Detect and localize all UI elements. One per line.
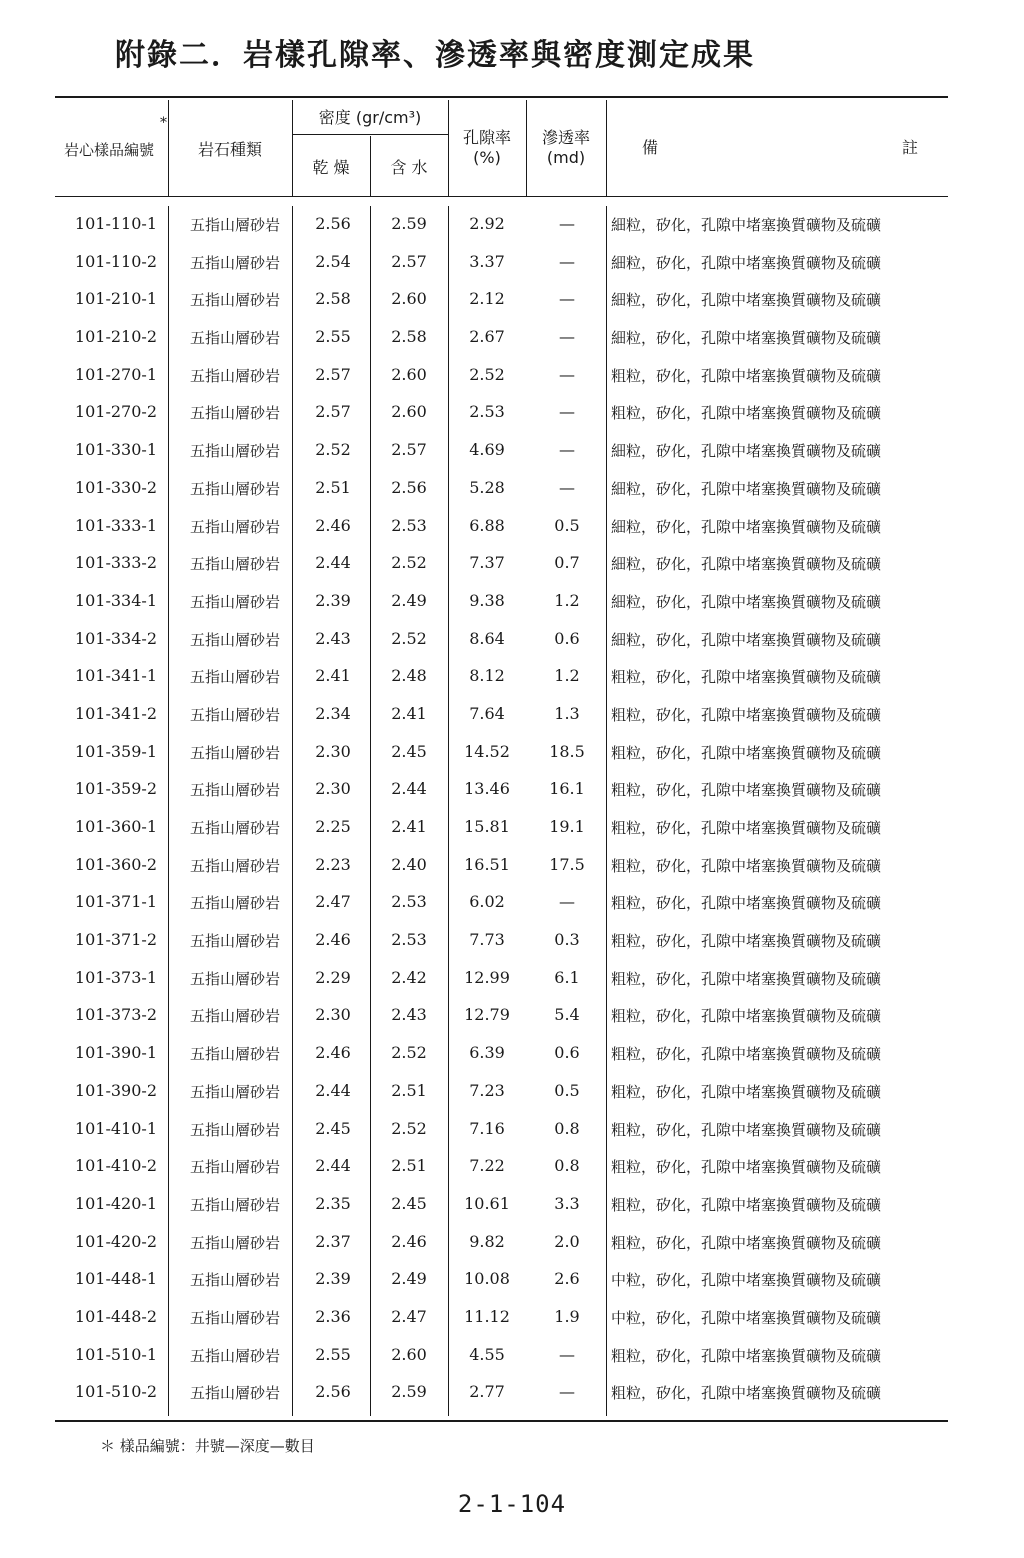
table-row	[55, 432, 948, 470]
cell-sample-id: 101-410-2	[74, 1156, 157, 1176]
cell-porosity: 8.12	[469, 666, 505, 686]
cell-permeability: 2.0	[554, 1231, 580, 1251]
cell-permeability: 0.5	[554, 1080, 580, 1100]
header-wet: 含 水	[390, 158, 428, 177]
cell-sample-id: 101-510-2	[74, 1382, 157, 1402]
table-row	[55, 545, 948, 583]
cell-sample-id: 101-359-1	[74, 741, 157, 761]
cell-permeability: 1.3	[554, 703, 580, 723]
cell-remarks: 細粒，矽化，孔隙中堵塞換質礦物及硫礦	[611, 592, 882, 611]
cell-density-dry: 2.44	[315, 1080, 351, 1100]
cell-permeability: —	[559, 440, 575, 460]
cell-sample-id: 101-333-2	[74, 553, 157, 573]
cell-rock-type: 五指山層砂岩	[189, 442, 280, 461]
cell-remarks: 粗粒，矽化，孔隙中堵塞換質礦物及硫礦	[611, 404, 882, 423]
cell-sample-id: 101-448-1	[74, 1269, 157, 1289]
table-row	[55, 809, 948, 847]
cell-density-wet: 2.57	[391, 440, 427, 460]
cell-density-wet: 2.60	[391, 402, 427, 422]
table-row	[55, 1337, 948, 1375]
cell-porosity: 12.79	[464, 1005, 510, 1025]
cell-rock-type: 五指山層砂岩	[189, 668, 280, 687]
cell-density-dry: 2.54	[315, 251, 351, 271]
cell-rock-type: 五指山層砂岩	[189, 517, 280, 536]
cell-density-dry: 2.25	[315, 817, 351, 836]
cell-remarks: 粗粒，矽化，孔隙中堵塞換質礦物及硫礦	[611, 1233, 882, 1252]
cell-porosity: 11.12	[464, 1306, 510, 1326]
cell-density-wet: 2.53	[391, 515, 427, 535]
cell-porosity: 4.55	[469, 1344, 505, 1364]
cell-porosity: 16.51	[464, 854, 510, 874]
cell-rock-type: 五指山層砂岩	[189, 1384, 280, 1403]
cell-density-dry: 2.55	[315, 327, 351, 347]
cell-remarks: 粗粒，矽化，孔隙中堵塞換質礦物及硫礦	[611, 1120, 882, 1139]
cell-density-dry: 2.44	[315, 1156, 351, 1176]
cell-permeability: —	[559, 477, 575, 497]
cell-sample-id: 101-373-2	[74, 1005, 157, 1025]
cell-density-dry: 2.34	[315, 703, 351, 723]
cell-rock-type: 五指山層砂岩	[189, 781, 280, 800]
table-row	[55, 206, 948, 244]
cell-sample-id: 101-333-1	[74, 515, 157, 535]
cell-density-dry: 2.58	[315, 289, 351, 309]
table-row	[55, 1299, 948, 1337]
cell-rock-type: 五指山層砂岩	[189, 291, 280, 310]
cell-density-wet: 2.57	[391, 251, 427, 271]
cell-porosity: 7.23	[469, 1080, 505, 1100]
cell-density-wet: 2.60	[391, 289, 427, 309]
cell-remarks: 細粒，矽化，孔隙中堵塞換質礦物及硫礦	[611, 216, 882, 234]
table-row	[55, 1261, 948, 1299]
cell-sample-id: 101-341-2	[74, 703, 157, 723]
table-row	[55, 1224, 948, 1262]
cell-sample-id: 101-360-1	[74, 817, 157, 836]
cell-density-dry: 2.30	[315, 741, 351, 761]
table-row	[55, 319, 948, 357]
table-row	[55, 357, 948, 395]
table-row	[55, 960, 948, 998]
cell-sample-id: 101-420-2	[74, 1231, 157, 1251]
cell-remarks: 細粒，矽化，孔隙中堵塞換質礦物及硫礦	[611, 630, 882, 649]
cell-permeability: 5.4	[554, 1005, 580, 1025]
header-permeability-unit: (md)	[546, 148, 586, 167]
header-porosity: 孔隙率	[462, 128, 511, 147]
cell-porosity: 8.64	[469, 628, 505, 648]
cell-porosity: 13.46	[464, 779, 510, 799]
cell-rock-type: 五指山層砂岩	[189, 1271, 280, 1290]
table-row	[55, 470, 948, 508]
cell-density-wet: 2.58	[391, 327, 427, 347]
cell-density-wet: 2.49	[391, 1269, 427, 1289]
cell-density-wet: 2.44	[391, 779, 427, 799]
cell-remarks: 粗粒，矽化，孔隙中堵塞換質礦物及硫礦	[611, 781, 882, 800]
table-row	[55, 771, 948, 809]
cell-permeability: —	[559, 892, 575, 912]
cell-remarks: 粗粒，矽化，孔隙中堵塞換質礦物及硫礦	[611, 1045, 882, 1064]
cell-density-wet: 2.41	[391, 817, 427, 836]
cell-porosity: 3.37	[469, 251, 505, 271]
cell-remarks: 粗粒，矽化，孔隙中堵塞換質礦物及硫礦	[611, 1007, 882, 1026]
cell-density-wet: 2.46	[391, 1231, 427, 1251]
cell-porosity: 2.52	[469, 364, 505, 384]
cell-density-wet: 2.60	[391, 1344, 427, 1364]
cell-rock-type: 五指山層砂岩	[189, 743, 280, 762]
cell-remarks: 中粒，矽化，孔隙中堵塞換質礦物及硫礦	[611, 1271, 882, 1290]
cell-remarks: 粗粒，矽化，孔隙中堵塞換質礦物及硫礦	[611, 1384, 882, 1403]
cell-remarks: 細粒，矽化，孔隙中堵塞換質礦物及硫礦	[611, 479, 882, 498]
table-row	[55, 244, 948, 282]
table-row	[55, 997, 948, 1035]
cell-density-wet: 2.49	[391, 590, 427, 610]
table-row	[55, 1186, 948, 1224]
cell-porosity: 2.77	[469, 1382, 505, 1402]
cell-density-dry: 2.46	[315, 930, 351, 950]
header-remarks-2: 註	[901, 138, 918, 157]
cell-porosity: 10.08	[464, 1269, 510, 1289]
header-rock-type: 岩石種類	[197, 140, 262, 159]
cell-density-wet: 2.42	[391, 967, 427, 987]
cell-rock-type: 五指山層砂岩	[189, 479, 280, 498]
cell-density-wet: 2.52	[391, 1118, 427, 1138]
cell-porosity: 7.64	[469, 703, 505, 723]
cell-density-dry: 2.56	[315, 214, 351, 233]
header-porosity-unit: (%)	[473, 148, 501, 167]
cell-rock-type: 五指山層砂岩	[189, 1082, 280, 1101]
cell-sample-id: 101-341-1	[74, 666, 157, 686]
cell-density-wet: 2.52	[391, 628, 427, 648]
cell-rock-type: 五指山層砂岩	[189, 216, 280, 234]
cell-density-wet: 2.47	[391, 1306, 427, 1326]
cell-density-dry: 2.57	[315, 402, 351, 422]
page-title: 附錄二．岩樣孔隙率、滲透率與密度測定成果	[115, 38, 755, 73]
cell-remarks: 細粒，矽化，孔隙中堵塞換質礦物及硫礦	[611, 329, 882, 348]
cell-sample-id: 101-360-2	[74, 854, 157, 874]
cell-rock-type: 五指山層砂岩	[189, 630, 280, 649]
cell-remarks: 細粒，矽化，孔隙中堵塞換質礦物及硫礦	[611, 253, 882, 272]
cell-permeability: 1.2	[554, 666, 580, 686]
cell-porosity: 6.88	[469, 515, 505, 535]
cell-porosity: 15.81	[464, 817, 510, 836]
cell-density-dry: 2.30	[315, 1005, 351, 1025]
cell-permeability: 0.6	[554, 1043, 580, 1063]
cell-density-dry: 2.37	[315, 1231, 351, 1251]
cell-remarks: 粗粒，矽化，孔隙中堵塞換質礦物及硫礦	[611, 705, 882, 724]
density-subrule	[292, 134, 448, 135]
table-row	[55, 508, 948, 546]
cell-porosity: 6.39	[469, 1043, 505, 1063]
cell-density-dry: 2.44	[315, 553, 351, 573]
table-row	[55, 884, 948, 922]
cell-rock-type: 五指山層砂岩	[189, 969, 280, 988]
cell-rock-type: 五指山層砂岩	[189, 1195, 280, 1214]
cell-rock-type: 五指山層砂岩	[189, 1346, 280, 1365]
cell-permeability: 0.8	[554, 1118, 580, 1138]
cell-permeability: 16.1	[549, 779, 585, 799]
table-body	[55, 206, 948, 1412]
cell-density-dry: 2.29	[315, 967, 351, 987]
cell-density-wet: 2.56	[391, 477, 427, 497]
cell-rock-type: 五指山層砂岩	[189, 894, 280, 913]
cell-remarks: 粗粒，矽化，孔隙中堵塞換質礦物及硫礦	[611, 1158, 882, 1177]
table-row	[55, 1111, 948, 1149]
cell-density-wet: 2.52	[391, 553, 427, 573]
table-bottom-rule	[55, 1420, 948, 1422]
cell-remarks: 粗粒，矽化，孔隙中堵塞換質礦物及硫礦	[611, 366, 882, 385]
table-row	[55, 621, 948, 659]
cell-porosity: 7.22	[469, 1156, 505, 1176]
table-top-rule	[55, 96, 948, 98]
cell-rock-type: 五指山層砂岩	[189, 1308, 280, 1327]
header-density: 密度 (gr/cm³)	[318, 108, 422, 127]
cell-rock-type: 五指山層砂岩	[189, 592, 280, 611]
cell-density-dry: 2.43	[315, 628, 351, 648]
cell-density-wet: 2.60	[391, 364, 427, 384]
sample-id-asterisk: *	[160, 115, 167, 131]
header-divider	[606, 100, 607, 196]
cell-permeability: 6.1	[554, 967, 580, 987]
cell-density-wet: 2.53	[391, 892, 427, 912]
cell-density-dry: 2.55	[315, 1344, 351, 1364]
cell-density-wet: 2.51	[391, 1156, 427, 1176]
cell-sample-id: 101-359-2	[74, 779, 157, 799]
cell-porosity: 14.52	[464, 741, 510, 761]
cell-permeability: 18.5	[549, 741, 585, 761]
cell-permeability: —	[559, 289, 575, 309]
table-row	[55, 1148, 948, 1186]
cell-rock-type: 五指山層砂岩	[189, 366, 280, 385]
header-permeability: 滲透率	[541, 128, 590, 147]
cell-porosity: 2.53	[469, 402, 505, 422]
cell-permeability: 2.6	[554, 1269, 580, 1289]
cell-rock-type: 五指山層砂岩	[189, 1045, 280, 1064]
cell-porosity: 2.92	[469, 214, 505, 233]
cell-density-dry: 2.39	[315, 1269, 351, 1289]
cell-sample-id: 101-373-1	[74, 967, 157, 987]
cell-density-dry: 2.41	[315, 666, 351, 686]
table-row	[55, 847, 948, 885]
cell-remarks: 粗粒，矽化，孔隙中堵塞換質礦物及硫礦	[611, 743, 882, 762]
cell-permeability: 0.5	[554, 515, 580, 535]
cell-density-wet: 2.53	[391, 930, 427, 950]
header-remarks-1: 備	[641, 138, 658, 157]
cell-rock-type: 五指山層砂岩	[189, 555, 280, 574]
cell-sample-id: 101-420-1	[74, 1193, 157, 1213]
cell-density-dry: 2.52	[315, 440, 351, 460]
table-row	[55, 734, 948, 772]
header-dry: 乾 燥	[312, 158, 350, 177]
cell-density-dry: 2.56	[315, 1382, 351, 1402]
cell-sample-id: 101-371-2	[74, 930, 157, 950]
table-row	[55, 583, 948, 621]
cell-remarks: 粗粒，矽化，孔隙中堵塞換質礦物及硫礦	[611, 819, 882, 837]
cell-remarks: 粗粒，矽化，孔隙中堵塞換質礦物及硫礦	[611, 668, 882, 687]
cell-density-wet: 2.48	[391, 666, 427, 686]
table-row	[55, 1073, 948, 1111]
cell-rock-type: 五指山層砂岩	[189, 819, 280, 837]
cell-permeability: 0.8	[554, 1156, 580, 1176]
cell-permeability: 0.6	[554, 628, 580, 648]
cell-density-dry: 2.36	[315, 1306, 351, 1326]
header-sample-id: 岩心樣品編號	[63, 141, 154, 159]
cell-permeability: —	[559, 214, 575, 233]
cell-sample-id: 101-390-1	[74, 1043, 157, 1063]
cell-density-dry: 2.47	[315, 892, 351, 912]
cell-rock-type: 五指山層砂岩	[189, 1007, 280, 1026]
cell-remarks: 細粒，矽化，孔隙中堵塞換質礦物及硫礦	[611, 442, 882, 461]
cell-density-dry: 2.46	[315, 515, 351, 535]
cell-remarks: 粗粒，矽化，孔隙中堵塞換質礦物及硫礦	[611, 932, 882, 951]
cell-permeability: —	[559, 1382, 575, 1402]
cell-density-wet: 2.52	[391, 1043, 427, 1063]
cell-permeability: 3.3	[554, 1193, 580, 1213]
cell-porosity: 2.12	[469, 289, 505, 309]
footnote: ＊ 樣品編號：井號—深度—數目	[100, 1437, 315, 1455]
cell-porosity: 12.99	[464, 967, 510, 987]
cell-porosity: 10.61	[464, 1193, 510, 1213]
cell-density-dry: 2.35	[315, 1193, 351, 1213]
table-row	[55, 1035, 948, 1073]
cell-porosity: 5.28	[469, 477, 505, 497]
cell-permeability: —	[559, 327, 575, 347]
table-row	[55, 394, 948, 432]
cell-permeability: —	[559, 364, 575, 384]
cell-sample-id: 101-210-2	[74, 327, 157, 347]
cell-sample-id: 101-390-2	[74, 1080, 157, 1100]
page-number: 2-1-104	[457, 1490, 567, 1518]
cell-porosity: 7.16	[469, 1118, 505, 1138]
cell-density-dry: 2.57	[315, 364, 351, 384]
cell-rock-type: 五指山層砂岩	[189, 404, 280, 423]
cell-rock-type: 五指山層砂岩	[189, 932, 280, 951]
cell-density-wet: 2.43	[391, 1005, 427, 1025]
table-row	[55, 1374, 948, 1412]
cell-sample-id: 101-270-2	[74, 402, 157, 422]
cell-rock-type: 五指山層砂岩	[189, 253, 280, 272]
cell-remarks: 粗粒，矽化，孔隙中堵塞換質礦物及硫礦	[611, 969, 882, 988]
cell-remarks: 中粒，矽化，孔隙中堵塞換質礦物及硫礦	[611, 1308, 882, 1327]
table-header-rule	[55, 196, 948, 197]
cell-sample-id: 101-410-1	[74, 1118, 157, 1138]
cell-density-dry: 2.39	[315, 590, 351, 610]
cell-permeability: 1.9	[554, 1306, 580, 1326]
cell-porosity: 7.73	[469, 930, 505, 950]
cell-rock-type: 五指山層砂岩	[189, 856, 280, 875]
cell-remarks: 細粒，矽化，孔隙中堵塞換質礦物及硫礦	[611, 517, 882, 536]
cell-rock-type: 五指山層砂岩	[189, 705, 280, 724]
cell-porosity: 4.69	[469, 440, 505, 460]
cell-density-dry: 2.23	[315, 854, 351, 874]
cell-density-wet: 2.59	[391, 214, 427, 233]
cell-density-dry: 2.45	[315, 1118, 351, 1138]
cell-porosity: 6.02	[469, 892, 505, 912]
cell-sample-id: 101-448-2	[74, 1306, 157, 1326]
cell-sample-id: 101-330-1	[74, 440, 157, 460]
cell-permeability: —	[559, 251, 575, 271]
cell-density-wet: 2.41	[391, 703, 427, 723]
cell-rock-type: 五指山層砂岩	[189, 1233, 280, 1252]
cell-permeability: 1.2	[554, 590, 580, 610]
cell-sample-id: 101-270-1	[74, 364, 157, 384]
cell-remarks: 粗粒，矽化，孔隙中堵塞換質礦物及硫礦	[611, 1195, 882, 1214]
cell-permeability: 17.5	[549, 854, 585, 874]
cell-density-dry: 2.51	[315, 477, 351, 497]
cell-remarks: 細粒，矽化，孔隙中堵塞換質礦物及硫礦	[611, 291, 882, 310]
cell-remarks: 粗粒，矽化，孔隙中堵塞換質礦物及硫礦	[611, 856, 882, 875]
table-row	[55, 922, 948, 960]
cell-remarks: 粗粒，矽化，孔隙中堵塞換質礦物及硫礦	[611, 1346, 882, 1365]
cell-porosity: 7.37	[469, 553, 505, 573]
cell-density-dry: 2.46	[315, 1043, 351, 1063]
cell-porosity: 9.82	[469, 1231, 505, 1251]
cell-density-wet: 2.40	[391, 854, 427, 874]
table-row	[55, 281, 948, 319]
cell-porosity: 9.38	[469, 590, 505, 610]
cell-sample-id: 101-334-2	[74, 628, 157, 648]
cell-permeability: 0.7	[554, 553, 580, 573]
cell-rock-type: 五指山層砂岩	[189, 1158, 280, 1177]
cell-remarks: 粗粒，矽化，孔隙中堵塞換質礦物及硫礦	[611, 1082, 882, 1101]
cell-permeability: —	[559, 1344, 575, 1364]
cell-sample-id: 101-330-2	[74, 477, 157, 497]
cell-sample-id: 101-210-1	[74, 289, 157, 309]
cell-sample-id: 101-110-2	[74, 251, 157, 271]
cell-density-wet: 2.45	[391, 741, 427, 761]
cell-sample-id: 101-371-1	[74, 892, 157, 912]
table-row	[55, 658, 948, 696]
cell-permeability: 0.3	[554, 930, 580, 950]
cell-sample-id: 101-334-1	[74, 590, 157, 610]
cell-density-wet: 2.51	[391, 1080, 427, 1100]
cell-sample-id: 101-510-1	[74, 1344, 157, 1364]
cell-permeability: —	[559, 402, 575, 422]
cell-porosity: 2.67	[469, 327, 505, 347]
cell-density-dry: 2.30	[315, 779, 351, 799]
cell-rock-type: 五指山層砂岩	[189, 329, 280, 348]
cell-remarks: 粗粒，矽化，孔隙中堵塞換質礦物及硫礦	[611, 894, 882, 913]
cell-density-wet: 2.59	[391, 1382, 427, 1402]
cell-density-wet: 2.45	[391, 1193, 427, 1213]
cell-sample-id: 101-110-1	[74, 214, 157, 233]
cell-rock-type: 五指山層砂岩	[189, 1120, 280, 1139]
cell-permeability: 19.1	[549, 817, 585, 836]
table-row	[55, 696, 948, 734]
cell-remarks: 細粒，矽化，孔隙中堵塞換質礦物及硫礦	[611, 555, 882, 574]
